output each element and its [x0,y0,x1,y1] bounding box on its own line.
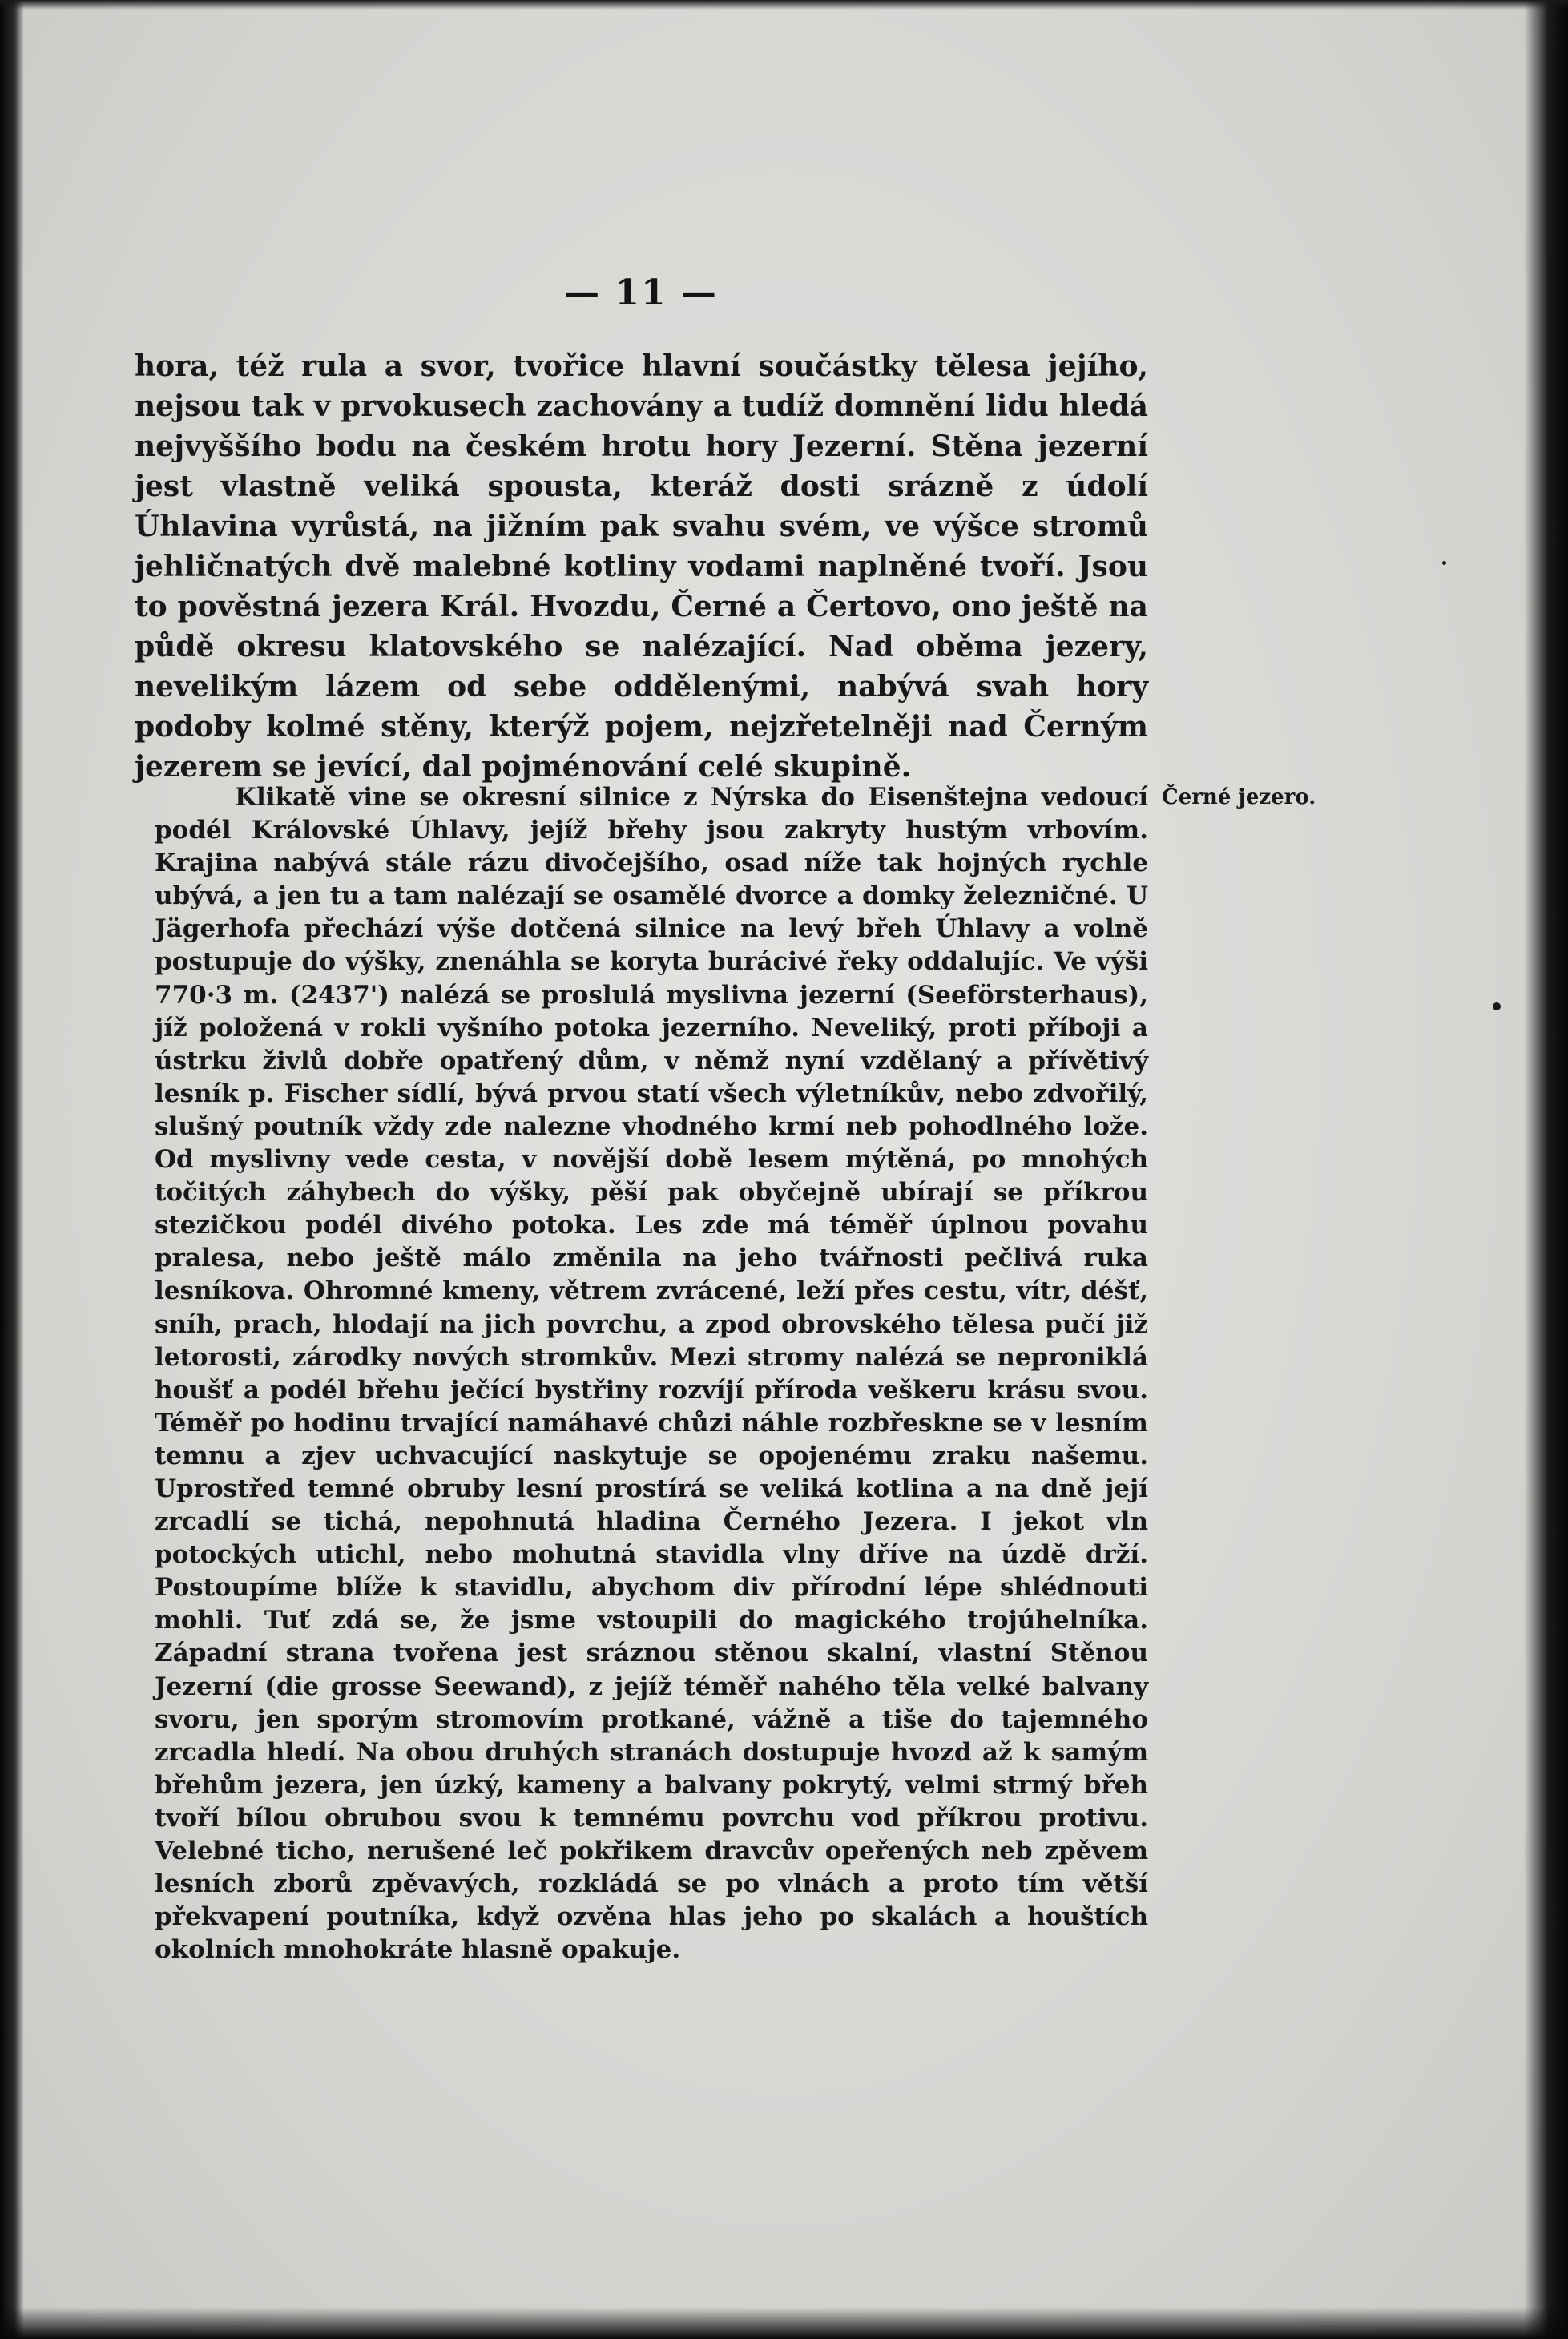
scan-edge-top [0,0,1568,10]
scan-edge-left [0,0,24,2339]
page-number: — 11 — [564,272,718,313]
paragraph-2: Klikatě vine se okresní silnice z Nýrska do Eisenštejna vedoucí podél Královské Úhlavy, jejíž břehy jsou zakryty hustým vrbovím. Krajina nabývá stále rázu divočejšího, osad níže tak hojných rychle ubývá, a jen tu a tam nalézají se osamělé dvorce a domky železničné. U Jägerhofa přechází výše dotčená silnice na levý břeh Úhlavy a volně postupuje do výšky, znenáhla se koryta burácivé řeky oddalujíc. Ve výši 770·3 m. (2437') nalézá se proslulá myslivna jezerní (Seeförsterhaus), jíž položená v rokli vyšního potoka jezerního. Neveliký, proti příboji a ústrku živlů dobře opatřený dům, v němž nyní vzdělaný a přívětivý lesník p. Fischer sídlí, bývá prvou statí všech výletníkův, nebo zdvořilý, slušný poutník vždy zde nalezne vhodného krmí neb pohodlného lože. Od myslivny vede cesta, v novější době lesem mýtěná, po mnohých točitých záhybech do výšky, pěší pak obyčejně ubírají se příkrou stezičkou podél divého potoka. Les zde má téměř úplnou povahu pralesa, nebo ještě málo změnila na jeho tvářnosti pečlivá ruka lesníkova. Ohromné kmeny, větrem zvrácené, leží přes cestu, vítr, déšť, sníh, prach, hlodají na jich povrchu, a zpod obrovského tělesa pučí již letorosti, zárodky nových stromkův. Mezi stromy nalézá se neproniklá houšť a podél břehu ječící bystřiny rozvíjí příroda veškeru krásu svou. Téměř po hodinu trvající namáhavé chůzi náhle rozbřeskne se v lesním temnu a zjev uchvacující naskytuje se opojenému zraku našemu. Uprostřed temné obruby lesní prostírá se veliká kotlina a na dně její zrcadlí se tichá, nepohnutá hladina Černého Jezera. I jekot vln potockých utichl, nebo mohutná stavidla vlny dříve na úzdě drží. Postoupíme blíže k stavidlu, abychom div přírodní lépe shlédnouti mohli. Tuť zdá se, že jsme vstoupili do magického trojúhelníka. Západní strana tvořena jest sráznou stěnou skalní, vlastní Stěnou Jezerní (die grosse Seewand), z jejíž téměř nahého těla velké balvany svoru, jen sporým stromovím protkané, vážně a tiše do tajemného zrcadla hledí. Na obou druhých stranách dostupuje hvozd až k samým břehům jezera, jen úzký, kameny a balvany pokrytý, velmi strmý břeh tvoří bílou obrubou svou k temnému povrchu vod příkrou protivu. Velebné ticho, nerušené leč pokřikem dravcův opeřených neb zpěvem lesních zborů zpěvavých, rozkládá se po vlnách a proto tím větší překvapení poutníka, když ozvěna hlas jeho po skalách a houštích okolních mnohokráte hlasně opakuje. [155,783,1148,1965]
margin-note: Černé jezero. [1162,785,1316,809]
speck-dot [1493,1002,1501,1010]
speck-dot [1442,561,1446,565]
paragraph-1: hora, též rula a svor, tvořice hlavní součástky tělesa jejího, nejsou tak v prvokusech zachovány a tudíž domnění lidu hledá nejvyššího bodu na českém hrotu hory Jezerní. Stěna jezerní jest vlastně veliká spousta, kteráž dosti srázně z údolí Úhlavina vyrůstá, na jižním pak svahu svém, ve výšce stromů jehličnatých dvě malebné kotliny vodami naplněné tvoří. Jsou to pověstná jezera Král. Hvozdu, Černé a Čertovo, ono ještě na půdě okresu klatovského se nalézající. Nad oběma jezery, nevelikým lázem od sebe oddělenými, nabývá svah hory podoby kolmé stěny, kterýž pojem, nejzřetelněji nad Černým jezerem se jevící, dal pojménování celé skupině. [135,349,1148,784]
scan-edge-bottom [0,2307,1568,2339]
scan-edge-right [1524,0,1568,2339]
